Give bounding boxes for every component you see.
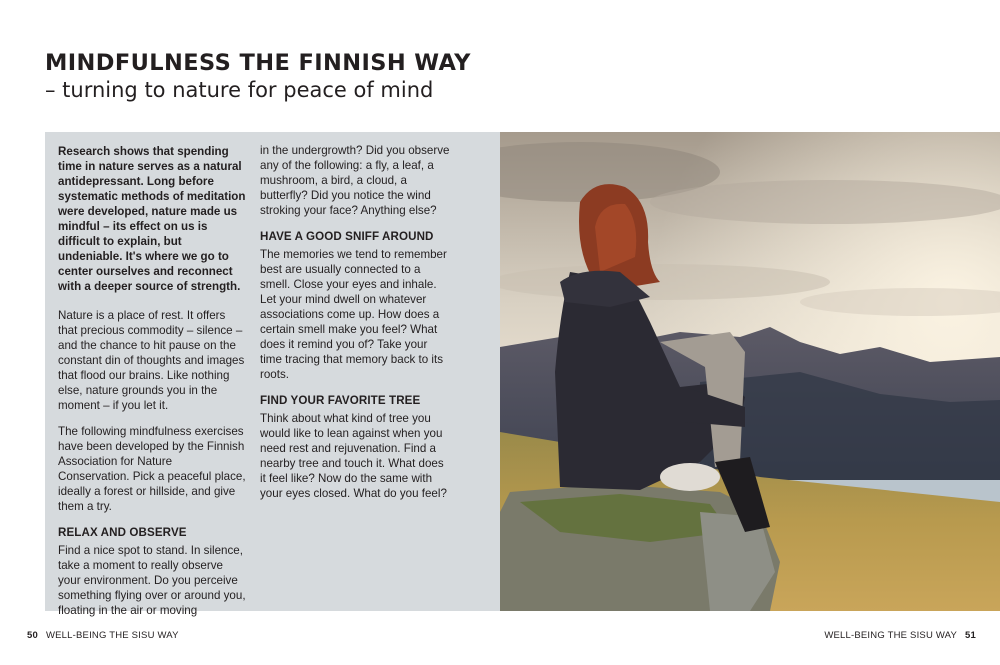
page-number-left: 50 [27, 630, 38, 641]
section-relax-text-b: in the undergrowth? Did you observe any of the following: a fly, a leaf, a mushroom, a bird, a cloud, a butterfly? Did you notice the wind stroking your face? Anything else? [260, 144, 450, 217]
woman-on-hillside-illustration [500, 132, 1000, 611]
page-number-right: 51 [965, 630, 976, 641]
running-title-right: WELL-BEING THE SISU WAY [824, 630, 958, 641]
footer-left [27, 630, 179, 641]
text-column-left [58, 144, 246, 629]
body-paragraph-2: The following mindfulness exercises have been developed by the Finnish Association for Nature Conservation. Pick a peaceful place, ideally a forest or hillside, and give them a try. [58, 425, 246, 513]
section-relax-text-a: Find a nice spot to stand. In silence, take a moment to really observe your environment. Do you perceive something flying over or around you, floating in the air or moving [58, 544, 246, 617]
section-sniff-text: The memories we tend to remember best are usually connected to a smell. Close your eyes and inhale. Let your mind dwell on whatever associations come up. How does a certain smell make you feel? What does it remind you of? Take your time tracing that memory back to its roots. [260, 248, 447, 381]
intro-paragraph: Research shows that spending time in nature serves as a natural antidepressant. Long before systematic methods of meditation were developed, nature made us mindful – its effect on us is difficult to explain, but undeniable. It's where we go to center ourselves and reconnect with a deeper source of strength. [58, 145, 246, 293]
section-heading-sniff: HAVE A GOOD SNIFF AROUND [260, 230, 434, 243]
running-title-left: WELL-BEING THE SISU WAY [45, 630, 179, 641]
nature-photo [500, 132, 1000, 611]
text-column-right [260, 143, 450, 512]
text-panel [45, 132, 500, 617]
body-paragraph-1: Nature is a place of rest. It offers that precious commodity – silence – and the chance to hit pause on the constant din of thoughts and images that flood our brains. Like nothing else, nature grounds you in the moment – if you let it. [58, 309, 245, 412]
footer-right [824, 630, 976, 641]
page-title: MINDFULNESS THE FINNISH WAY [45, 50, 471, 76]
section-heading-tree: FIND YOUR FAVORITE TREE [260, 394, 421, 407]
section-tree-text: Think about what kind of tree you would like to lean against when you need rest and rejuvenation. Find a nearby tree and touch it. What does it feel like? Now do the same with your eyes closed. What do you feel? [260, 412, 447, 500]
page-subtitle: – turning to nature for peace of mind [45, 78, 434, 102]
section-heading-relax: RELAX AND OBSERVE [58, 526, 187, 539]
